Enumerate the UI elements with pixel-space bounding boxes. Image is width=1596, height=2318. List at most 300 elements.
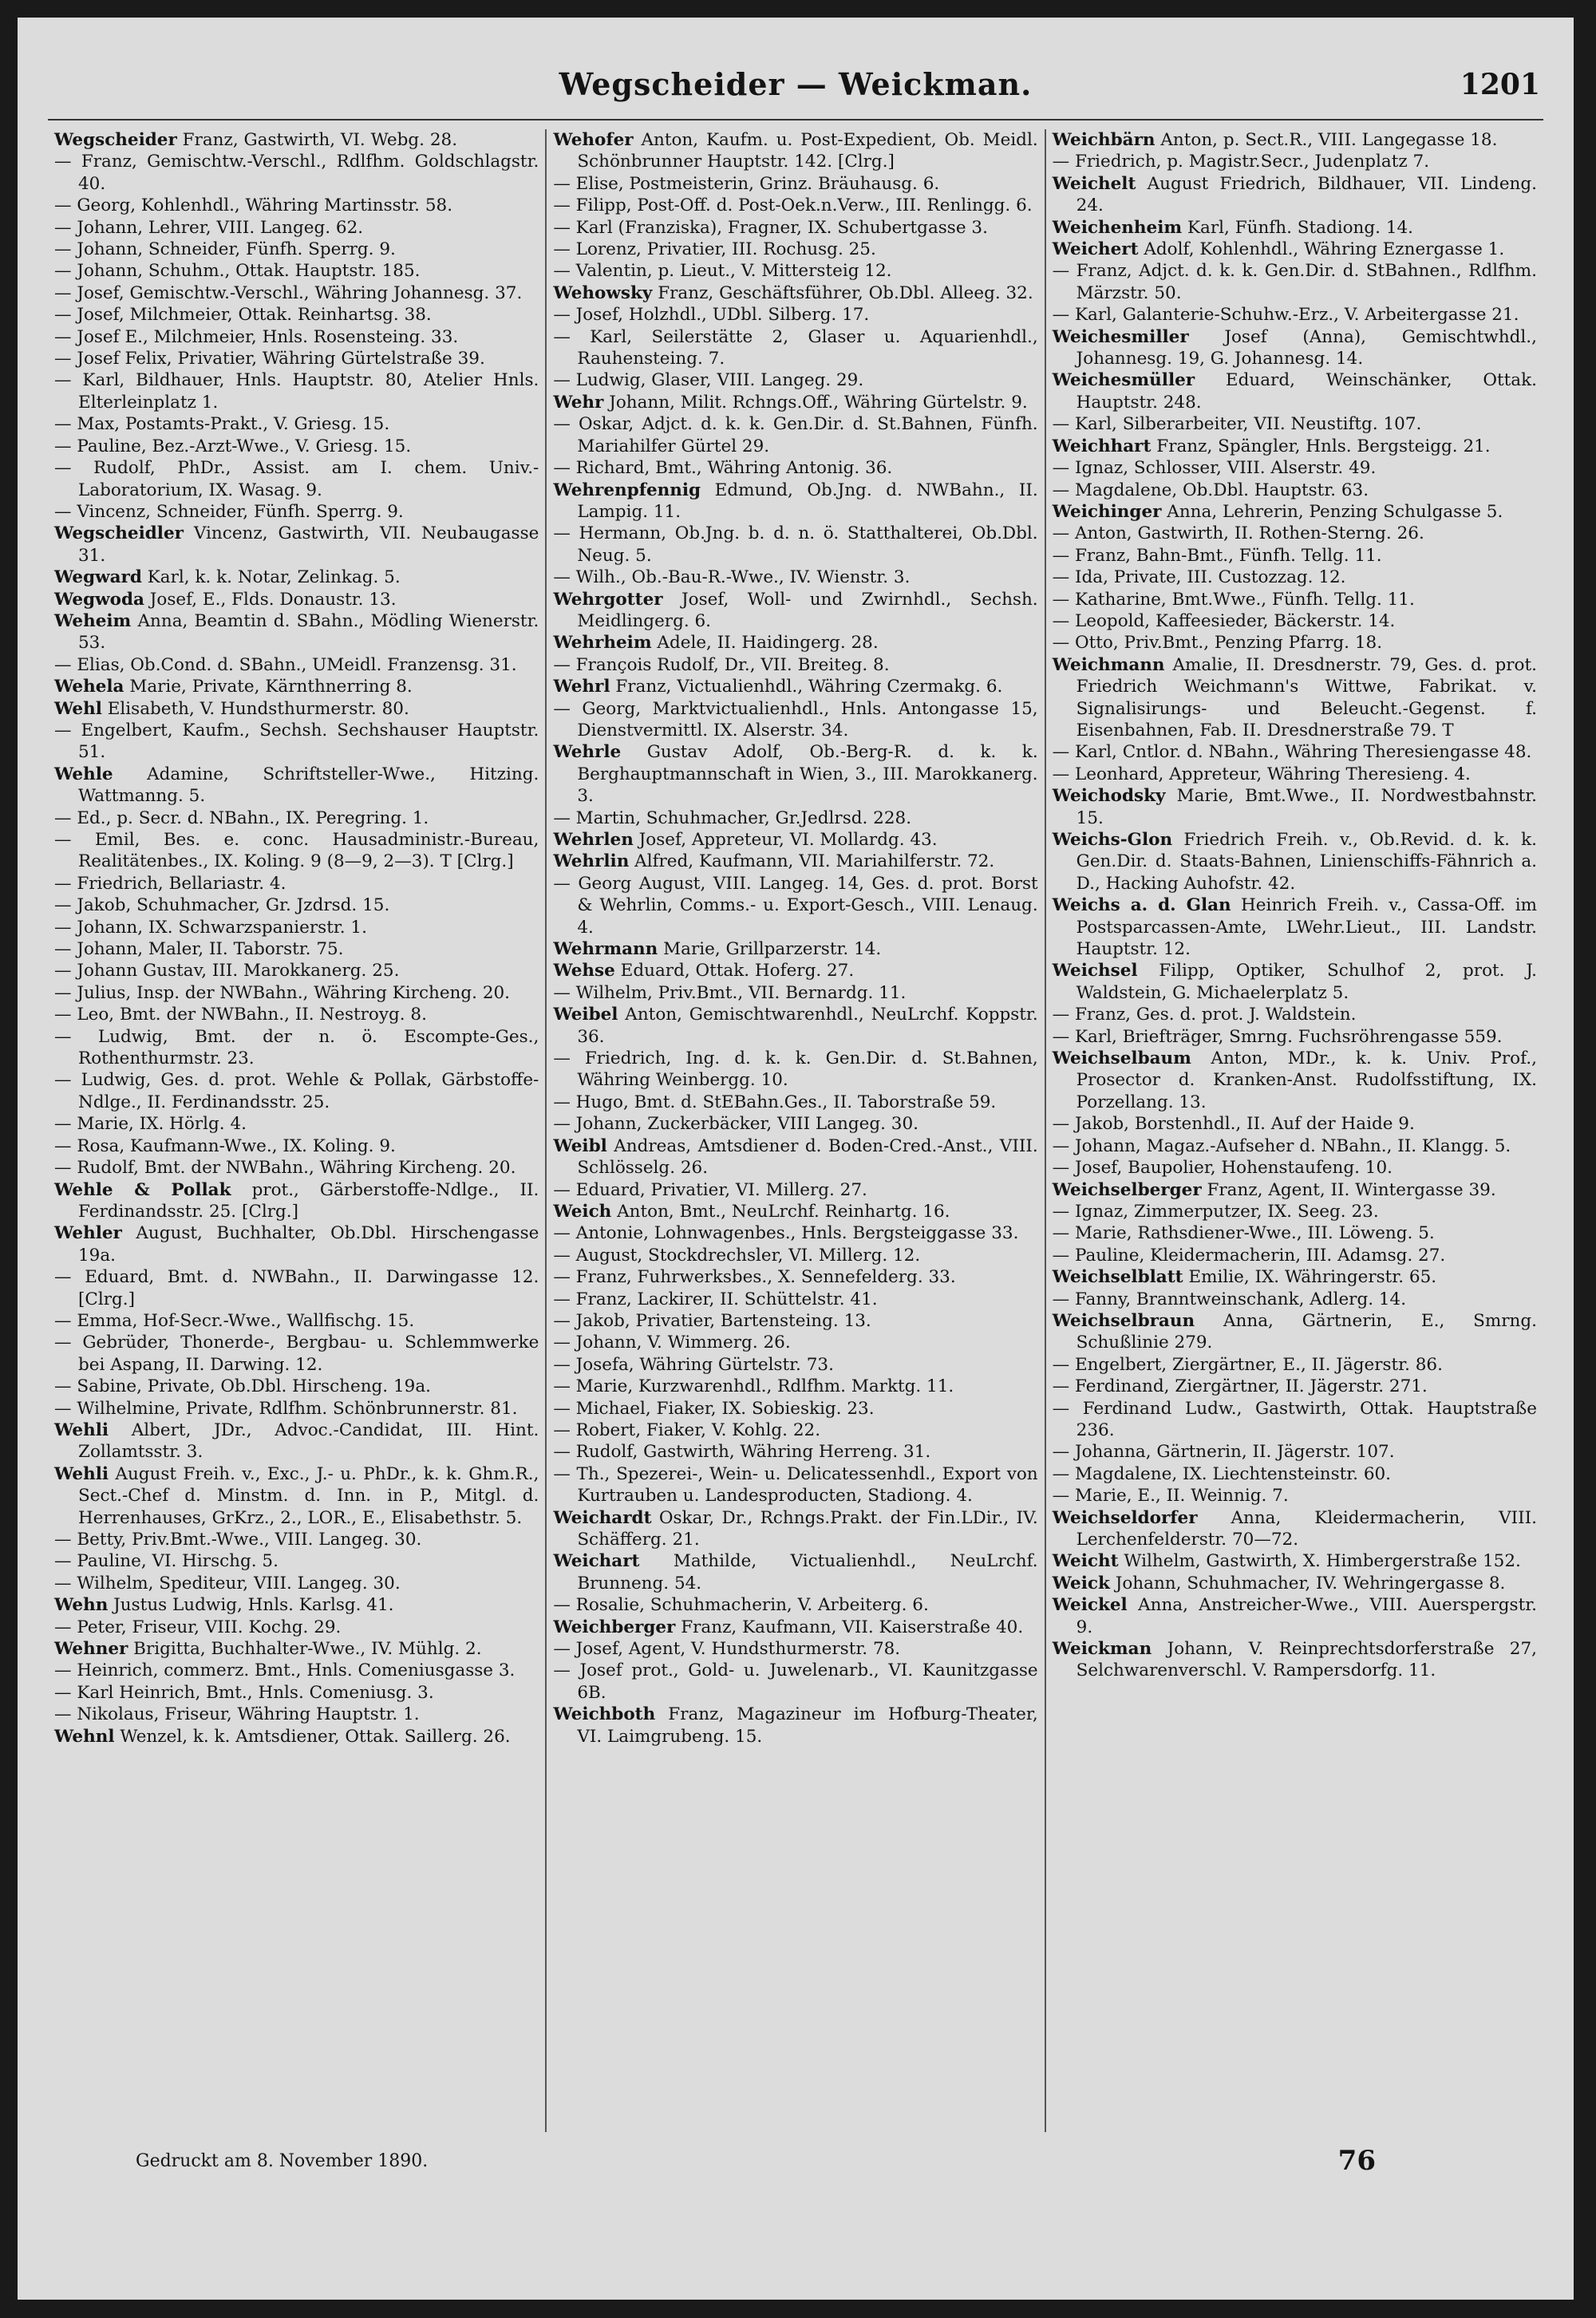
entry-surname: Weichboth [553, 1704, 656, 1725]
directory-entry [54, 698, 539, 720]
directory-entry [54, 982, 539, 1004]
entry-details: — Johann, Zuckerbäcker, VIII Langeg. 30. [553, 1114, 918, 1135]
entry-details: — Franz, Ges. d. prot. J. Waldstein. [1052, 1005, 1357, 1025]
entry-details: — Franz, Fuhrwerksbes., X. Sennefelderg. 33. [553, 1267, 956, 1288]
entry-surname: Weichert [1052, 239, 1139, 260]
directory-entry [553, 1222, 1037, 1244]
entry-details: — Emma, Hof-Secr.-Wwe., Wallfischg. 15. [54, 1310, 415, 1331]
directory-entry [553, 982, 1037, 1004]
entry-surname: Weichhart [1052, 436, 1152, 456]
entry-surname: Wehl [54, 698, 102, 719]
entry-surname: Wehrlin [553, 851, 630, 872]
column-left [48, 129, 545, 2132]
directory-entry [553, 1266, 1037, 1288]
entry-details: — Karl, Briefträger, Smrng. Fuchsröhrengasse 559. [1052, 1026, 1503, 1047]
directory-entry [54, 348, 539, 369]
directory-entry [553, 326, 1037, 370]
entry-details: Karl, Fünfh. Stadiong. 14. [1182, 217, 1414, 238]
directory-entry [54, 1726, 539, 1747]
entry-surname: Weichselbaum [1052, 1048, 1191, 1069]
directory-entry [553, 1310, 1037, 1332]
entry-details: — Leo, Bmt. der NWBahn., II. Nestroyg. 8. [54, 1005, 427, 1025]
entry-details: — Johann, Schuhm., Ottak. Hauptstr. 185. [54, 261, 421, 282]
directory-entry [54, 960, 539, 981]
entry-details: — Ida, Private, III. Custozzag. 12. [1052, 567, 1346, 588]
directory-entry [553, 873, 1037, 938]
entry-details: — Leopold, Kaffeesieder, Bäckerstr. 14. [1052, 610, 1396, 631]
directory-entry [1053, 567, 1537, 588]
entry-details: — Elias, Ob.Cond. d. SBahn., UMeidl. Franzensg. 31. [54, 654, 517, 675]
entry-details: — Friedrich, p. Magistr.Secr., Judenplatz 7. [1052, 152, 1430, 172]
directory-entry [54, 589, 539, 610]
directory-entry [1053, 654, 1537, 742]
entry-details: Vincenz, Gastwirth, VII. Neubaugasse 31. [78, 523, 539, 566]
entry-surname: Wegward [54, 567, 142, 588]
directory-entry [553, 1245, 1037, 1266]
entry-details: Adamine, Schriftsteller-Wwe., Hitzing. Wattmanng. 5. [78, 764, 539, 807]
entry-details: Anna, Kleidermacherin, VIII. Lerchenfelderstr. 70—72. [1076, 1507, 1537, 1550]
entry-surname: Weichart [553, 1551, 640, 1572]
page-number: 1201 [1460, 68, 1540, 101]
entry-details: — Pauline, VI. Hirschg. 5. [54, 1551, 279, 1572]
directory-entry [1053, 436, 1537, 457]
directory-entry [1053, 589, 1537, 610]
directory-entry [553, 129, 1037, 173]
directory-entry [553, 480, 1037, 523]
directory-entry [553, 938, 1037, 960]
entry-surname: Weichselblatt [1052, 1267, 1183, 1288]
entry-details: — Johann, V. Wimmerg. 26. [553, 1333, 791, 1353]
directory-entry [54, 436, 539, 457]
entry-details: August Friedrich, Bildhauer, VII. Lindeng. 24. [1076, 173, 1537, 216]
entry-details: — Johann, Maler, II. Taborstr. 75. [54, 939, 344, 960]
directory-entry [553, 1354, 1037, 1376]
entry-details: Franz, Gastwirth, VI. Webg. 28. [176, 130, 458, 150]
directory-entry [553, 676, 1037, 697]
entry-details: — Josef, Agent, V. Hundsthurmerstr. 78. [553, 1639, 901, 1660]
entry-details: prot., Gärberstoffe-Ndlge., II. Ferdinandsstr. 25. [Clrg.] [78, 1179, 539, 1222]
directory-entry [553, 851, 1037, 872]
entry-surname: Weick [1052, 1573, 1110, 1593]
entry-details: — Wilh., Ob.-Bau-R.-Wwe., IV. Wienstr. 3. [553, 567, 911, 588]
entry-surname: Wehrenpfennig [553, 480, 701, 500]
entry-details: — Eduard, Bmt. d. NWBahn., II. Darwingasse 12. [Clrg.] [54, 1267, 539, 1309]
entry-details: — Karl, Silberarbeiter, VII. Neustiftg. 107. [1052, 414, 1422, 435]
directory-entry [1053, 1026, 1537, 1048]
running-title: Wegscheider — Weickman. [559, 66, 1033, 102]
entry-details: — Vincenz, Schneider, Fünfh. Sperrg. 9. [54, 501, 404, 522]
directory-entry [553, 523, 1037, 567]
entry-details: — Sabine, Private, Ob.Dbl. Hirscheng. 19a. [54, 1376, 431, 1397]
entry-details: Gustav Adolf, Ob.-Berg-R. d. k. k. Berghauptmannschaft in Wien, 3., III. Marokkanerg. 3. [577, 742, 1038, 807]
entry-details: — Josef, Milchmeier, Ottak. Reinhartsg. 38. [54, 305, 432, 326]
entry-surname: Weichenheim [1052, 217, 1183, 238]
directory-entry [1053, 217, 1537, 239]
entry-details: August Freih. v., Exc., J.- u. PhDr., k. k. Ghm.R., Sect.-Chef d. Minstm. d. Inn. in P., Mitgl. d. Herrenhauses, GrKrz., 2., LOR., E., Elisabethstr. 5. [78, 1463, 539, 1528]
directory-entry [54, 808, 539, 829]
entry-details: Emilie, IX. Währingerstr. 65. [1183, 1267, 1437, 1288]
directory-entry [54, 894, 539, 916]
entry-surname: Weichsel [1052, 961, 1138, 981]
entry-surname: Wegscheidler [54, 523, 184, 544]
directory-entry [1053, 1507, 1537, 1551]
directory-entry [1053, 1376, 1537, 1397]
directory-entry [54, 1594, 539, 1616]
directory-entry [553, 1420, 1037, 1441]
directory-entry [54, 1004, 539, 1025]
entry-details: — Franz, Gemischtw.-Verschl., Rdlfhm. Goldschlagstr. 40. [54, 152, 539, 194]
directory-entry [1053, 1289, 1537, 1310]
entry-details: — Johann, Magaz.-Aufseher d. NBahn., II. Klangg. 5. [1052, 1135, 1511, 1156]
entry-details: — Georg, Kohlenhdl., Währing Martinsstr. 58. [54, 195, 453, 216]
directory-entry [553, 1092, 1037, 1113]
entry-details: Brigitta, Buchhalter-Wwe., IV. Mühlg. 2. [128, 1639, 482, 1660]
entry-surname: Wehli [54, 1463, 109, 1484]
directory-entry [1053, 1354, 1537, 1376]
entry-details: — Rudolf, Gastwirth, Währing Herreng. 31. [553, 1442, 931, 1463]
entry-details: — Lorenz, Privatier, III. Rochusg. 25. [553, 239, 876, 260]
entry-details: Eduard, Weinschänker, Ottak. Hauptstr. 248. [1076, 370, 1537, 413]
directory-entry [553, 960, 1037, 981]
entry-details: — Karl, Cntlor. d. NBahn., Währing Theresiengasse 48. [1052, 742, 1532, 763]
entry-details: — Julius, Insp. der NWBahn., Währing Kircheng. 20. [54, 982, 511, 1003]
directory-entry [54, 610, 539, 654]
directory-entry [54, 1266, 539, 1310]
entry-details: — Engelbert, Ziergärtner, E., II. Jägerstr. 86. [1052, 1354, 1443, 1375]
directory-entry [1053, 173, 1537, 217]
directory-entry [553, 1594, 1037, 1616]
directory-entry [54, 282, 539, 304]
directory-entry [54, 1638, 539, 1660]
entry-details: — Th., Spezerei-, Wein- u. Delicatessenhdl., Export von Kurtrauben u. Landesproducten, Stadiong. 4. [553, 1463, 1038, 1507]
entry-details: Adolf, Kohlenhdl., Währing Eznergasse 1. [1138, 239, 1505, 260]
entry-details: — Gebrüder, Thonerde-, Bergbau- u. Schlemmwerke bei Aspang, II. Darwing. 12. [54, 1333, 539, 1375]
entry-details: — Josef, Baupolier, Hohenstaufeng. 10. [1052, 1158, 1393, 1179]
directory-entry [553, 1441, 1037, 1463]
directory-entry [553, 392, 1037, 413]
directory-entry [553, 567, 1037, 588]
entry-surname: Wehle & Pollak [54, 1179, 231, 1200]
entry-details: — Ludwig, Glaser, VIII. Langeg. 29. [553, 370, 864, 391]
entry-details: — Johann Gustav, III. Marokkanerg. 25. [54, 961, 400, 981]
entry-surname: Weichardt [553, 1507, 652, 1528]
directory-entry [1053, 960, 1537, 1004]
directory-entry [553, 239, 1037, 260]
directory-entry [54, 195, 539, 216]
directory-entry [553, 1660, 1037, 1704]
entry-details: — Johanna, Gärtnerin, II. Jägerstr. 107. [1052, 1442, 1395, 1463]
entry-details: Josef, E., Flds. Donaustr. 13. [144, 589, 397, 610]
entry-details: Amalie, II. Dresdnerstr. 79, Ges. d. prot. Friedrich Weichmann's Wittwe, Fabrikat. v. Signalisirungs- und Beleucht.-Gegenst. f. Eisenbahnen, Fab. II. Dresdnerstraße 79. T [1076, 654, 1537, 740]
directory-entry [553, 1004, 1037, 1048]
page-footer [48, 2140, 1543, 2188]
entry-surname: Weichs-Glon [1052, 830, 1173, 850]
entry-details: — Fanny, Branntweinschank, Adlerg. 14. [1052, 1289, 1407, 1309]
directory-entry [54, 523, 539, 567]
directory-entry [54, 1420, 539, 1463]
entry-surname: Wehrgotter [553, 589, 663, 610]
directory-entry [1053, 632, 1537, 654]
entry-surname: Wegwoda [54, 589, 144, 610]
entry-details: — Johann, IX. Schwarzspanierstr. 1. [54, 917, 367, 938]
directory-entry [553, 1113, 1037, 1135]
directory-entry [54, 1617, 539, 1638]
entry-details: — Ignaz, Zimmerputzer, IX. Seeg. 23. [1052, 1201, 1379, 1222]
directory-entry [54, 1376, 539, 1397]
entry-details: Wenzel, k. k. Amtsdiener, Ottak. Saillerg. 26. [114, 1726, 511, 1747]
entry-details: Marie, Private, Kärnthnerring 8. [124, 677, 413, 697]
directory-entry [553, 1398, 1037, 1420]
entry-details: — Rudolf, PhDr., Assist. am I. chem. Univ.-Laboratorium, IX. Wasag. 9. [54, 458, 539, 500]
directory-entry [553, 1289, 1037, 1310]
directory-entry [553, 1550, 1037, 1594]
entry-details: — Johann, Schneider, Fünfh. Sperrg. 9. [54, 239, 396, 260]
directory-entry [54, 304, 539, 326]
entry-details: — Karl, Seilerstätte 2, Glaser u. Aquarienhdl., Rauhensteing. 7. [553, 326, 1038, 369]
entry-details: — Ferdinand, Ziergärtner, II. Jägerstr. 271. [1052, 1376, 1428, 1397]
directory-entry [553, 1617, 1037, 1638]
entry-surname: Weichinger [1052, 501, 1162, 522]
directory-entry [553, 1048, 1037, 1092]
directory-entry [1053, 1004, 1537, 1025]
entry-details: — Betty, Priv.Bmt.-Wwe., VIII. Langeg. 30. [54, 1530, 422, 1550]
directory-entry [1053, 1638, 1537, 1682]
directory-entry [54, 129, 539, 151]
entry-surname: Weichmann [1052, 654, 1165, 675]
directory-entry [553, 1376, 1037, 1397]
directory-entry [553, 808, 1037, 829]
entry-surname: Weheim [54, 610, 132, 631]
directory-entry [553, 1179, 1037, 1201]
entry-surname: Weichesmiller [1052, 326, 1189, 347]
directory-entry [1053, 413, 1537, 435]
entry-details: — Max, Postamts-Prakt., V. Griesg. 15. [54, 414, 390, 435]
entry-details: — Engelbert, Kaufm., Sechsh. Sechshauser Hauptstr. 51. [54, 720, 539, 763]
entry-surname: Weichs a. d. Glan [1052, 895, 1231, 916]
entry-details: Josef (Anna), Gemischtwhdl., Johannesg. 19, G. Johannesg. 14. [1076, 326, 1537, 369]
entry-surname: Wehrheim [553, 633, 652, 654]
entry-details: Franz, Magazineur im Hofburg-Theater, VI. Laimgrubeng. 15. [577, 1704, 1038, 1747]
directory-entry [54, 369, 539, 413]
print-date: Gedruckt am 8. November 1890. [136, 2151, 429, 2171]
directory-entry [54, 1550, 539, 1572]
directory-entry [553, 457, 1037, 479]
entry-columns [48, 129, 1543, 2132]
directory-entry [54, 1222, 539, 1266]
directory-entry [54, 1332, 539, 1376]
entry-details: Anna, Gärtnerin, E., Smrng. Schußlinie 279. [1076, 1310, 1537, 1353]
entry-details: — Rosalie, Schuhmacherin, V. Arbeiterg. 6. [553, 1595, 929, 1616]
entry-surname: Weichselberger [1052, 1179, 1202, 1200]
directory-entry [54, 326, 539, 348]
directory-entry [1053, 1222, 1537, 1244]
entry-details: Marie, Bmt.Wwe., II. Nordwestbahnstr. 15. [1076, 786, 1537, 828]
entry-details: Anton, MDr., k. k. Univ. Prof., Prosector d. Kranken-Anst. Rudolfsstiftung, IX. Porzellang. 13. [1076, 1048, 1537, 1112]
entry-details: — Robert, Fiaker, V. Kohlg. 22. [553, 1420, 821, 1440]
entry-details: — Oskar, Adjct. d. k. k. Gen.Dir. d. St.Bahnen, Fünfh. Mariahilfer Gürtel 29. [553, 414, 1038, 456]
entry-details: Anna, Lehrerin, Penzing Schulgasse 5. [1161, 501, 1503, 522]
directory-entry [54, 1157, 539, 1179]
entry-surname: Wehrmann [553, 939, 658, 960]
entry-surname: Wehn [54, 1595, 109, 1616]
entry-surname: Wehela [54, 677, 124, 697]
entry-details: Filipp, Optiker, Schulhof 2, prot. J. Waldstein, G. Michaelerplatz 5. [1076, 961, 1537, 1003]
entry-details: Franz, Victualienhdl., Währing Czermakg. 6. [610, 677, 1003, 697]
entry-details: — Josefa, Währing Gürtelstr. 73. [553, 1354, 834, 1375]
directory-entry [1053, 239, 1537, 260]
directory-entry [54, 1463, 539, 1529]
directory-entry [54, 1529, 539, 1550]
entry-details: — Friedrich, Bellariastr. 4. [54, 873, 286, 894]
entry-details: — Eduard, Privatier, VI. Millerg. 27. [553, 1179, 867, 1200]
entry-details: — Valentin, p. Lieut., V. Mittersteig 12. [553, 261, 892, 282]
entry-details: — Magdalene, Ob.Dbl. Hauptstr. 63. [1052, 480, 1369, 500]
entry-surname: Weickman [1052, 1639, 1152, 1660]
entry-details: Anna, Beamtin d. SBahn., Mödling Wienerstr. 53. [78, 610, 539, 654]
directory-entry [54, 1113, 539, 1135]
directory-entry [1053, 1573, 1537, 1594]
entry-details: Friedrich Freih. v., Ob.Revid. d. k. k. Gen.Dir. d. Staats-Bahnen, Linienschiffs-Fähnrich a. D., Hacking Auhofstr. 42. [1076, 830, 1537, 894]
entry-details: — Jakob, Schuhmacher, Gr. Jzdrsd. 15. [54, 895, 390, 916]
directory-entry [1053, 610, 1537, 632]
entry-details: Johann, Schuhmacher, IV. Wehringergasse 8. [1109, 1573, 1506, 1593]
directory-entry [1053, 1266, 1537, 1288]
directory-entry [553, 632, 1037, 654]
entry-details: — Hermann, Ob.Jng. b. d. n. ö. Statthalterei, Ob.Dbl. Neug. 5. [553, 523, 1038, 566]
entry-surname: Weichelt [1052, 173, 1136, 194]
entry-details: Edmund, Ob.Jng. d. NWBahn., II. Lampig. 11. [577, 480, 1038, 522]
entry-details: Wilhelm, Gastwirth, X. Himbergerstraße 152. [1118, 1551, 1521, 1572]
entry-details: — Rosa, Kaufmann-Wwe., IX. Koling. 9. [54, 1135, 396, 1156]
entry-details: — Josef Felix, Privatier, Währing Gürtelstraße 39. [54, 349, 485, 369]
directory-entry [1053, 741, 1537, 763]
entry-details: — Wilhelm, Priv.Bmt., VII. Bernardg. 11. [553, 982, 907, 1003]
directory-entry [553, 589, 1037, 633]
directory-entry [553, 260, 1037, 282]
entry-details: — August, Stockdrechsler, VI. Millerg. 12. [553, 1245, 921, 1266]
directory-entry [54, 917, 539, 938]
entry-surname: Weichodsky [1052, 786, 1166, 807]
entry-surname: Wehnl [54, 1726, 115, 1747]
entry-details: — Franz, Bahn-Bmt., Fünfh. Tellg. 11. [1052, 545, 1382, 566]
directory-entry [54, 1704, 539, 1725]
directory-entry [1053, 1441, 1537, 1463]
entry-details: — Karl, Galanterie-Schuhw.-Erz., V. Arbeitergasse 21. [1052, 305, 1519, 326]
directory-entry [54, 567, 539, 588]
entry-details: Andreas, Amtsdiener d. Boden-Cred.-Anst., VIII. Schlösselg. 26. [577, 1135, 1038, 1179]
entry-details: — Emil, Bes. e. conc. Hausadministr.-Bureau, Realitätenbes., IX. Koling. 9 (8—9, 2—3). T [Clrg.] [54, 830, 539, 872]
entry-surname: Wehrl [553, 677, 610, 697]
entry-details: — Marie, IX. Hörlg. 4. [54, 1114, 247, 1135]
directory-entry [553, 173, 1037, 195]
entry-surname: Weickel [1052, 1595, 1128, 1616]
directory-entry [54, 260, 539, 282]
entry-details: — Heinrich, commerz. Bmt., Hnls. Comeniusgasse 3. [54, 1661, 516, 1681]
directory-entry [1053, 545, 1537, 567]
directory-entry [54, 1398, 539, 1420]
directory-entry [54, 1179, 539, 1223]
entry-surname: Weich [553, 1201, 612, 1222]
directory-entry [1053, 260, 1537, 304]
entry-details: — Karl (Franziska), Fragner, IX. Schubertgasse 3. [553, 217, 988, 238]
directory-entry [553, 698, 1037, 742]
entry-details: — Michael, Fiaker, IX. Sobieskig. 23. [553, 1398, 875, 1419]
directory-entry [54, 151, 539, 195]
directory-entry [553, 1135, 1037, 1179]
directory-entry [1053, 304, 1537, 326]
directory-entry [1053, 1594, 1537, 1638]
entry-details: — Johann, Lehrer, VIII. Langeg. 62. [54, 217, 364, 238]
directory-entry [553, 1507, 1037, 1551]
directory-entry [1053, 151, 1537, 172]
entry-surname: Weichseldorfer [1052, 1507, 1198, 1528]
directory-entry [553, 413, 1037, 457]
entry-details: — Jakob, Privatier, Bartensteing. 13. [553, 1310, 871, 1331]
entry-details: — Karl, Bildhauer, Hnls. Hauptstr. 80, Atelier Hnls. Elterleinplatz 1. [54, 370, 539, 413]
entry-surname: Weichesmüller [1052, 370, 1195, 391]
entry-details: — Richard, Bmt., Währing Antonig. 36. [553, 458, 893, 479]
entry-surname: Wehler [54, 1223, 122, 1244]
directory-entry [54, 1310, 539, 1332]
directory-entry [54, 720, 539, 764]
entry-details: — Franz, Lackirer, II. Schüttelstr. 41. [553, 1289, 878, 1309]
directory-entry [54, 676, 539, 697]
directory-entry [54, 413, 539, 435]
directory-entry [553, 369, 1037, 391]
entry-surname: Wehr [553, 392, 604, 413]
entry-details: — Anton, Gastwirth, II. Rothen-Sterng. 26. [1052, 523, 1424, 544]
entry-details: Albert, JDr., Advoc.-Candidat, III. Hint. Zollamtsstr. 3. [78, 1420, 539, 1463]
entry-details: — Friedrich, Ing. d. k. k. Gen.Dir. d. St.Bahnen, Währing Weinbergg. 10. [553, 1048, 1038, 1091]
directory-entry [1053, 1201, 1537, 1222]
directory-entry [1053, 829, 1537, 894]
entry-details: Alfred, Kaufmann, VII. Mariahilferstr. 72. [629, 851, 995, 872]
entry-surname: Wehli [54, 1420, 109, 1440]
directory-entry [54, 1026, 539, 1070]
entry-details: Marie, Grillparzerstr. 14. [658, 939, 882, 960]
directory-entry [1053, 894, 1537, 960]
entry-details: — Leonhard, Appreteur, Währing Theresieng. 4. [1052, 764, 1471, 784]
entry-details: — Josef, Gemischtw.-Verschl., Währing Johannesg. 37. [54, 282, 523, 303]
directory-entry [553, 1332, 1037, 1353]
entry-details: Adele, II. Haidingerg. 28. [651, 633, 879, 654]
directory-entry [1053, 785, 1537, 829]
entry-details: Franz, Kaufmann, VII. Kaiserstraße 40. [675, 1617, 1024, 1637]
entry-surname: Wehrle [553, 742, 622, 763]
entry-details: — Rudolf, Bmt. der NWBahn., Währing Kircheng. 20. [54, 1158, 516, 1179]
entry-details: — Pauline, Kleidermacherin, III. Adamsg. 27. [1052, 1245, 1446, 1266]
directory-entry [1053, 523, 1537, 544]
sheet-signature: 76 [1337, 2145, 1376, 2177]
directory-entry [553, 654, 1037, 676]
entry-surname: Wehle [54, 764, 113, 784]
entry-details: Eduard, Ottak. Hoferg. 27. [614, 961, 855, 981]
entry-details: — Pauline, Bez.-Arzt-Wwe., V. Griesg. 15. [54, 436, 412, 456]
directory-entry [54, 217, 539, 239]
directory-entry [553, 1704, 1037, 1747]
directory-page [18, 18, 1574, 2300]
entry-details: — Karl Heinrich, Bmt., Hnls. Comeniusg. 3. [54, 1682, 434, 1703]
directory-entry [54, 1573, 539, 1594]
entry-details: — Antonie, Lohnwagenbes., Hnls. Bergsteiggasse 33. [553, 1223, 1019, 1244]
directory-entry [1053, 1245, 1537, 1266]
directory-entry [1053, 1550, 1537, 1572]
entry-details: Anton, Bmt., NeuLrchf. Reinhartg. 16. [611, 1201, 950, 1222]
directory-entry [54, 654, 539, 676]
entry-surname: Weichselbraun [1052, 1310, 1195, 1331]
entry-surname: Weibl [553, 1135, 607, 1156]
entry-details: — Elise, Postmeisterin, Grinz. Bräuhausg. 6. [553, 173, 940, 194]
